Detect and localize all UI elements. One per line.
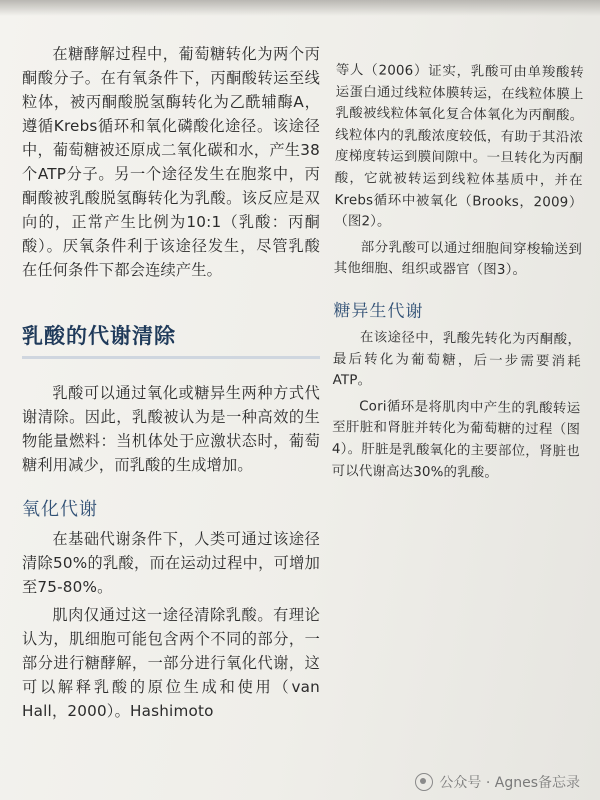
oxidation-subheading: 氧化代谢: [22, 499, 98, 520]
cori-cycle-paragraph: Cori循环是将肌肉中产生的乳酸转运至肝脏和肾脏并转化为葡萄糖的过程（图4）。肝脏是乳酸氧化的主要部位，肾脏也可以代谢高达30%的乳酸。: [331, 398, 581, 481]
watermark: [415, 772, 580, 792]
oxidation-paragraph-1: 在基础代谢条件下，人类可通过该途径清除50%的乳酸，而在运动过程中，可增加至75-80%。: [22, 530, 320, 596]
right-column: [332, 60, 584, 485]
left-column: [22, 42, 320, 723]
shuttle-paragraph: 部分乳酸可以通过细胞间穿梭输送到其他细胞、组织或器官（图3）。: [333, 240, 583, 279]
gluconeogenesis-subheading: 糖异生代谢: [333, 300, 424, 322]
gluconeogenesis-paragraph: 在该途径中，乳酸先转化为丙酮酸，最后转化为葡萄糖，后一步需要消耗ATP。: [332, 330, 582, 389]
section-title: 乳酸的代谢清除: [22, 320, 320, 359]
page-edge-shadow: [0, 0, 600, 16]
glycolysis-paragraph: 在糖酵解过程中，葡萄糖转化为两个丙酮酸分子。在有氧条件下，丙酮酸转运至线粒体，被丙酮酸脱氢酶转化为乙酰辅酶A，遵循Krebs循环和氧化磷酸化途径。该途径中，葡萄糖被还原成二氧化碳和水，产生38个ATP分子。另一个途径发生在胞浆中，丙酮酸被乳酸脱氢酶转化为乳酸。该反应是双向的，正常产生比例为10:1（乳酸：丙酮酸）。厌氧条件利于该途径发生，尽管乳酸在任何条件下都会连续产生。: [22, 45, 320, 279]
mitochondria-paragraph: 等人（2006）证实，乳酸可由单羧酸转运蛋白通过线粒体膜转运，在线粒体膜上乳酸被线粒体氧化复合体氧化为丙酮酸。线粒体内的乳酸浓度较低，有助于其沿浓度梯度转运到膜间隙中。一旦转化为丙酮酸，它就被转运到线粒体基质中，并在Krebs循环中被氧化（Brooks，2009）（图2）。: [334, 62, 584, 230]
clearance-paragraph: 乳酸可以通过氧化或糖异生两种方式代谢清除。因此，乳酸被认为是一种高效的生物能量燃料：当机体处于应激状态时，葡萄糖利用减少，而乳酸的生成增加。: [22, 384, 320, 474]
wechat-official-account-icon: [415, 773, 433, 791]
watermark-text: 公众号 · Agnes备忘录: [439, 775, 580, 791]
oxidation-paragraph-2: 肌肉仅通过这一途径清除乳酸。有理论认为，肌细胞可能包含两个不同的部分，一部分进行糖酵解，一部分进行氧化代谢，这可以解释乳酸的原位生成和使用（van Hall，2000）。Hashimoto: [22, 606, 320, 720]
